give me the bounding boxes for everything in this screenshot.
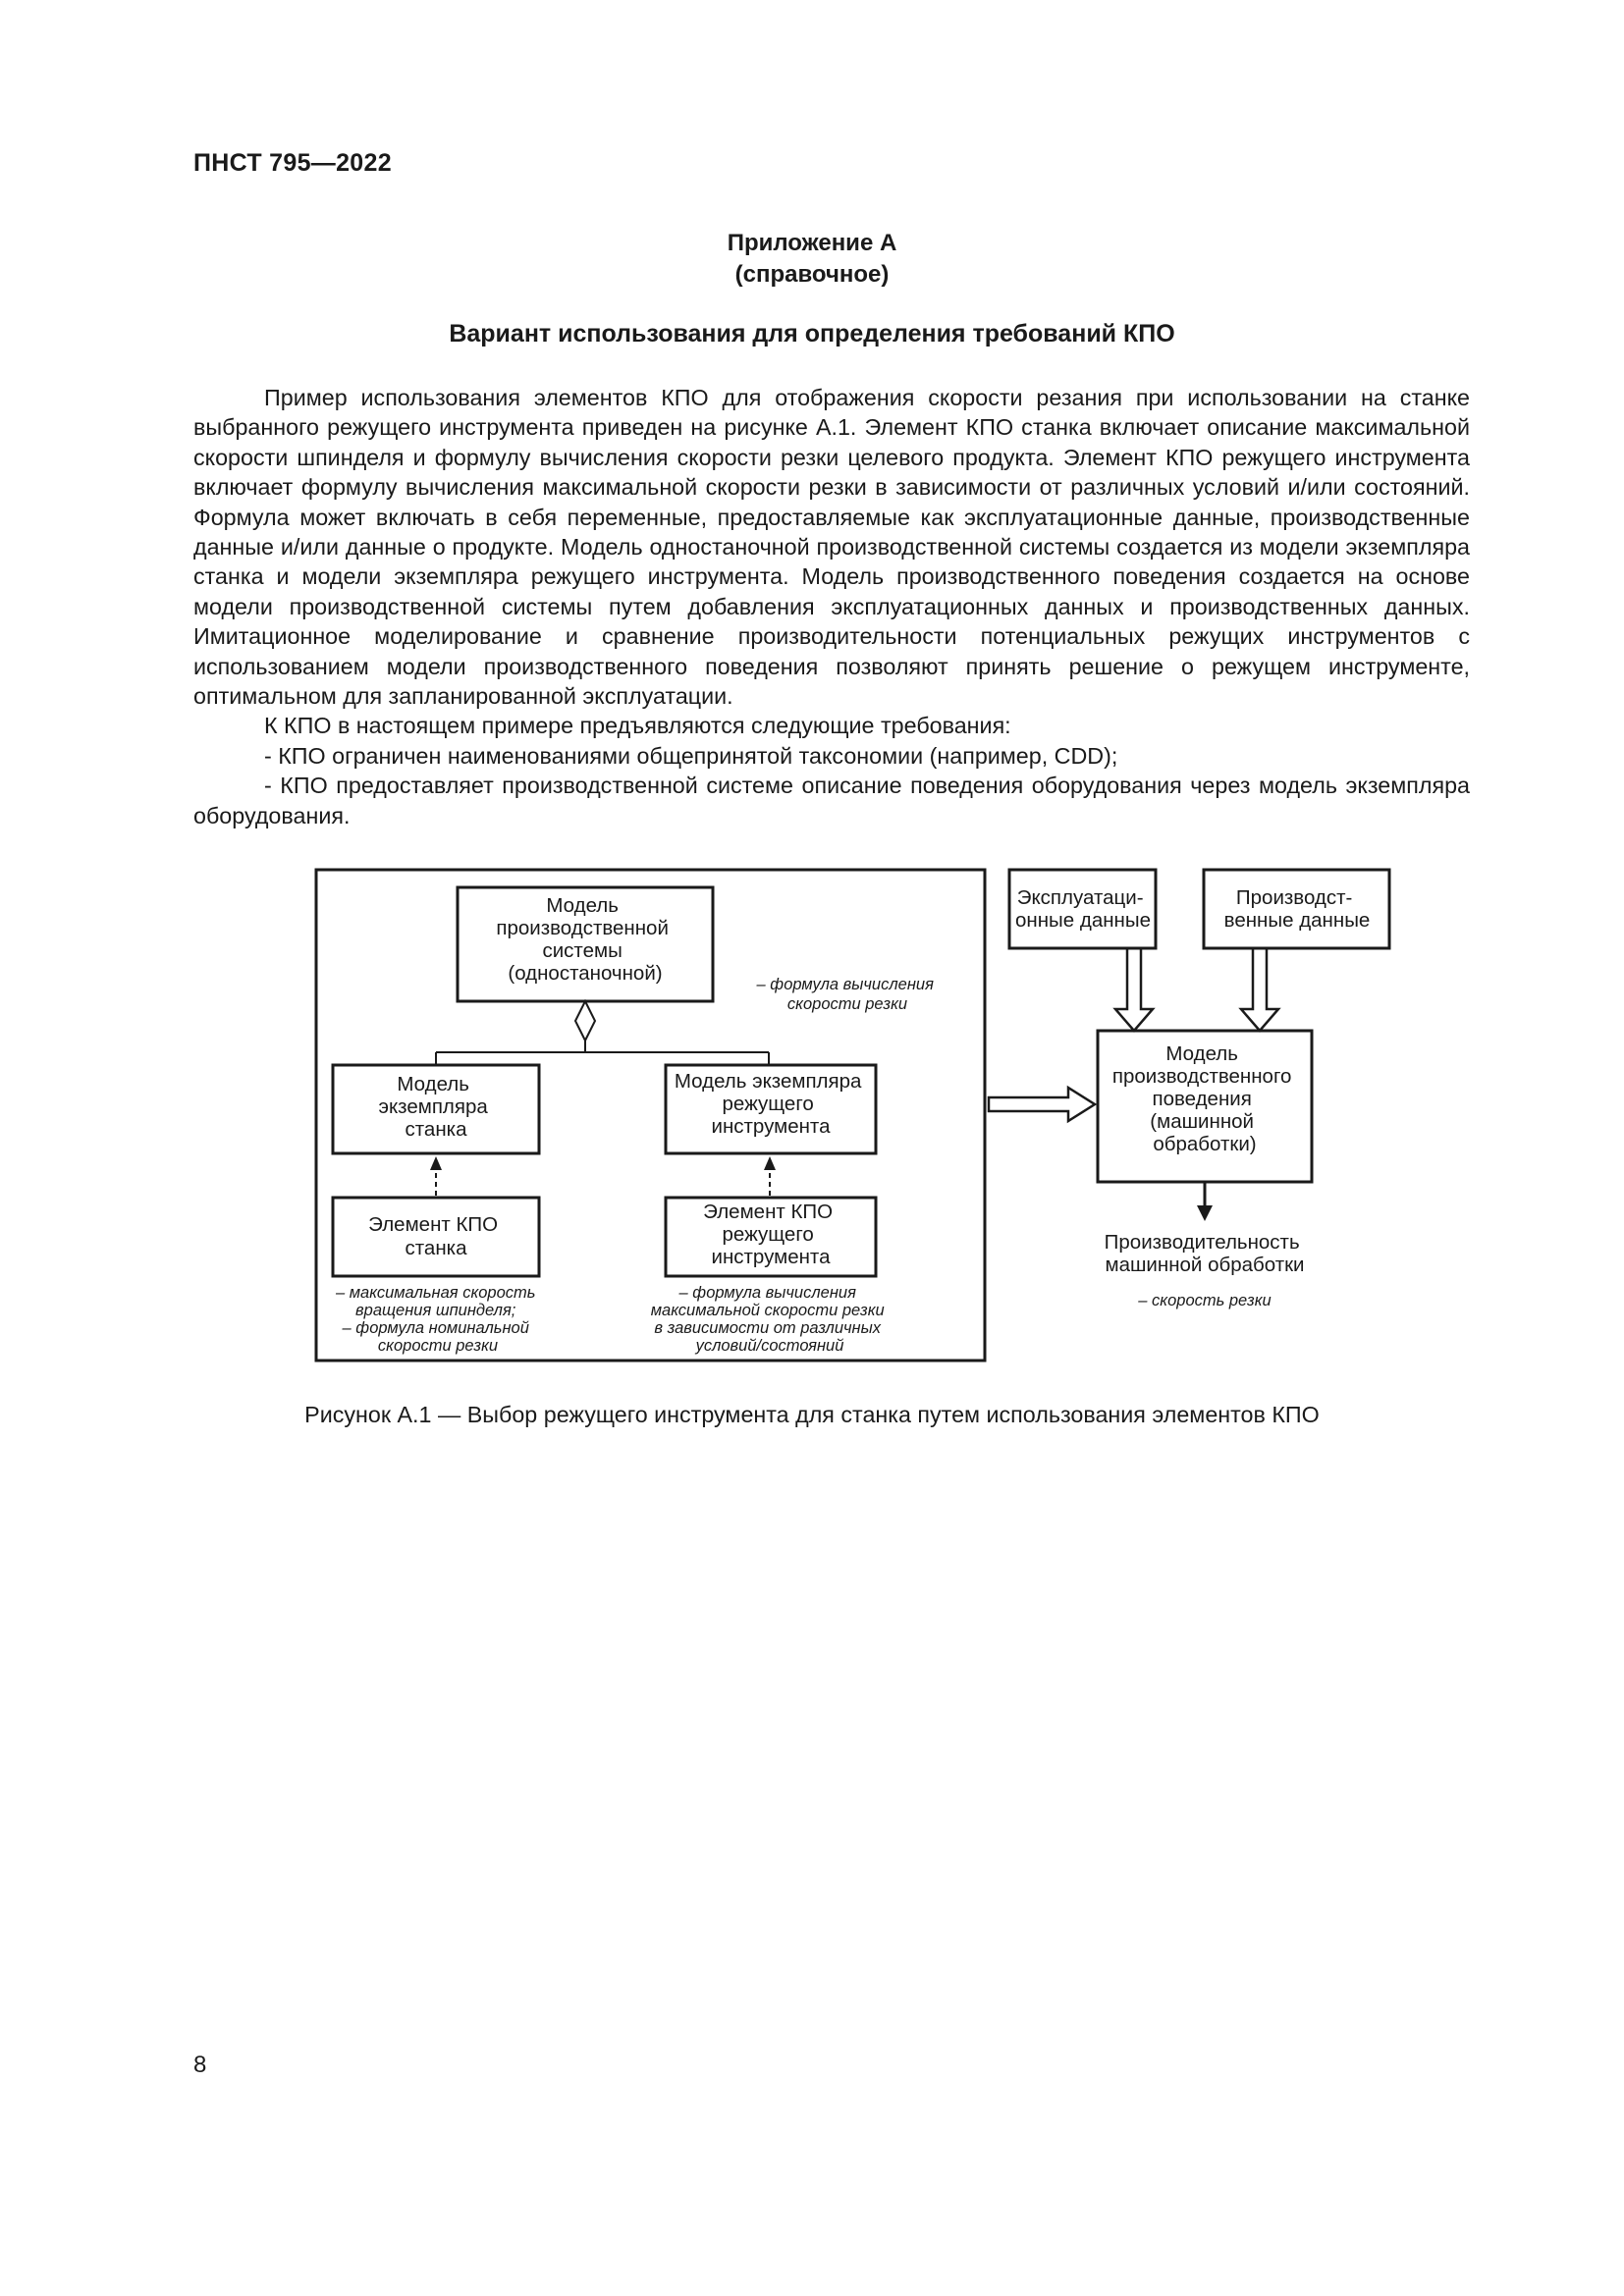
document-id: ПНСТ 795—2022 [193, 149, 392, 177]
aggregation-diamond [575, 1001, 595, 1041]
figure-a1 [312, 854, 1392, 1364]
machine-element-label: Элемент КПО станка [368, 1213, 499, 1259]
section-title: Вариант использования для определения требований КПО [449, 320, 1175, 347]
operational-data-label: Эксплуатаци- онные данные [1014, 886, 1152, 932]
behavior-model-label: Модель производственного поведения (машинной обработки) [1111, 1042, 1292, 1155]
production-data-arrow [1241, 948, 1278, 1031]
performance-note: – скорость резки [1138, 1292, 1272, 1309]
system-model-label: Модель производственной системы (одностаночной) [496, 894, 669, 985]
tool-dashed-arrowhead [764, 1156, 776, 1170]
output-arrowhead [1197, 1205, 1213, 1221]
page-number: 8 [193, 2052, 207, 2078]
system-to-behavior-arrow [989, 1088, 1095, 1121]
annex-title: Приложение А [727, 230, 897, 256]
machine-instance-label: Модель экземпляра станка [378, 1073, 488, 1141]
figure-diagram [312, 854, 1392, 1364]
paragraph-main: Пример использования элементов КПО для отображения скорости резания при использовании на станке выбранного режущего инструмента приведен на рисунке А.1. Элемент КПО станка включает описание максимальной скорости шпинделя и формулу вычисления скорости резки целевого продукта. Элемент КПО режущего инструмента включает формулу вычисления максимальной скорости резки в зависимости от различных условий и/или состояний. Формула может включать в себя переменные, предоставляемые как эксплуатационные данные, производственные данные и/или данные о продукте. Модель одностаночной производственной системы создается из модели экземпляра станка и модели экземпляра режущего инструмента. Модель производственного поведения создается на основе модели производственной системы путем добавления эксплуатационных данных и производственных данных. Имитационное моделирование и сравнение производительности потенциальных режущих инструментов с использованием модели производственного поведения позволяют принять решение о режущем инструменте, оптимальном для запланированной эксплуатации. [193, 385, 1470, 710]
paragraph-requirements-intro: К КПО в настоящем примере предъявляются следующие требования: [264, 713, 1011, 739]
system-note: – формула вычисления скорости резки [756, 976, 934, 1013]
performance-label: Производительность машинной обработки [1104, 1231, 1305, 1276]
annex-heading [0, 228, 1624, 291]
tool-instance-label: Модель экземпляра режущего инструмента [674, 1070, 862, 1138]
body-text [193, 383, 1470, 830]
tool-note: – формула вычисления максимальной скорости резки в зависимости от различных условий/состояний [650, 1284, 885, 1355]
production-data-label: Производст- венные данные [1223, 886, 1371, 932]
operational-data-arrow [1115, 948, 1153, 1031]
machine-note: – максимальная скорость вращения шпинделя; – формула номинальной скорости резки [335, 1284, 536, 1355]
machine-dashed-arrowhead [430, 1156, 442, 1170]
annex-kind: (справочное) [734, 261, 890, 288]
list-item-behavior: - КПО предоставляет производственной системе описание поведения оборудования через модель экземпляра оборудования. [193, 773, 1470, 828]
figure-caption: Рисунок А.1 — Выбор режущего инструмента для станка путем использования элементов КПО [304, 1402, 1320, 1427]
list-item-taxonomy: - КПО ограничен наименованиями общепринятой таксономии (например, CDD); [264, 742, 1118, 769]
tool-element-label: Элемент КПО режущего инструмента [703, 1201, 834, 1268]
